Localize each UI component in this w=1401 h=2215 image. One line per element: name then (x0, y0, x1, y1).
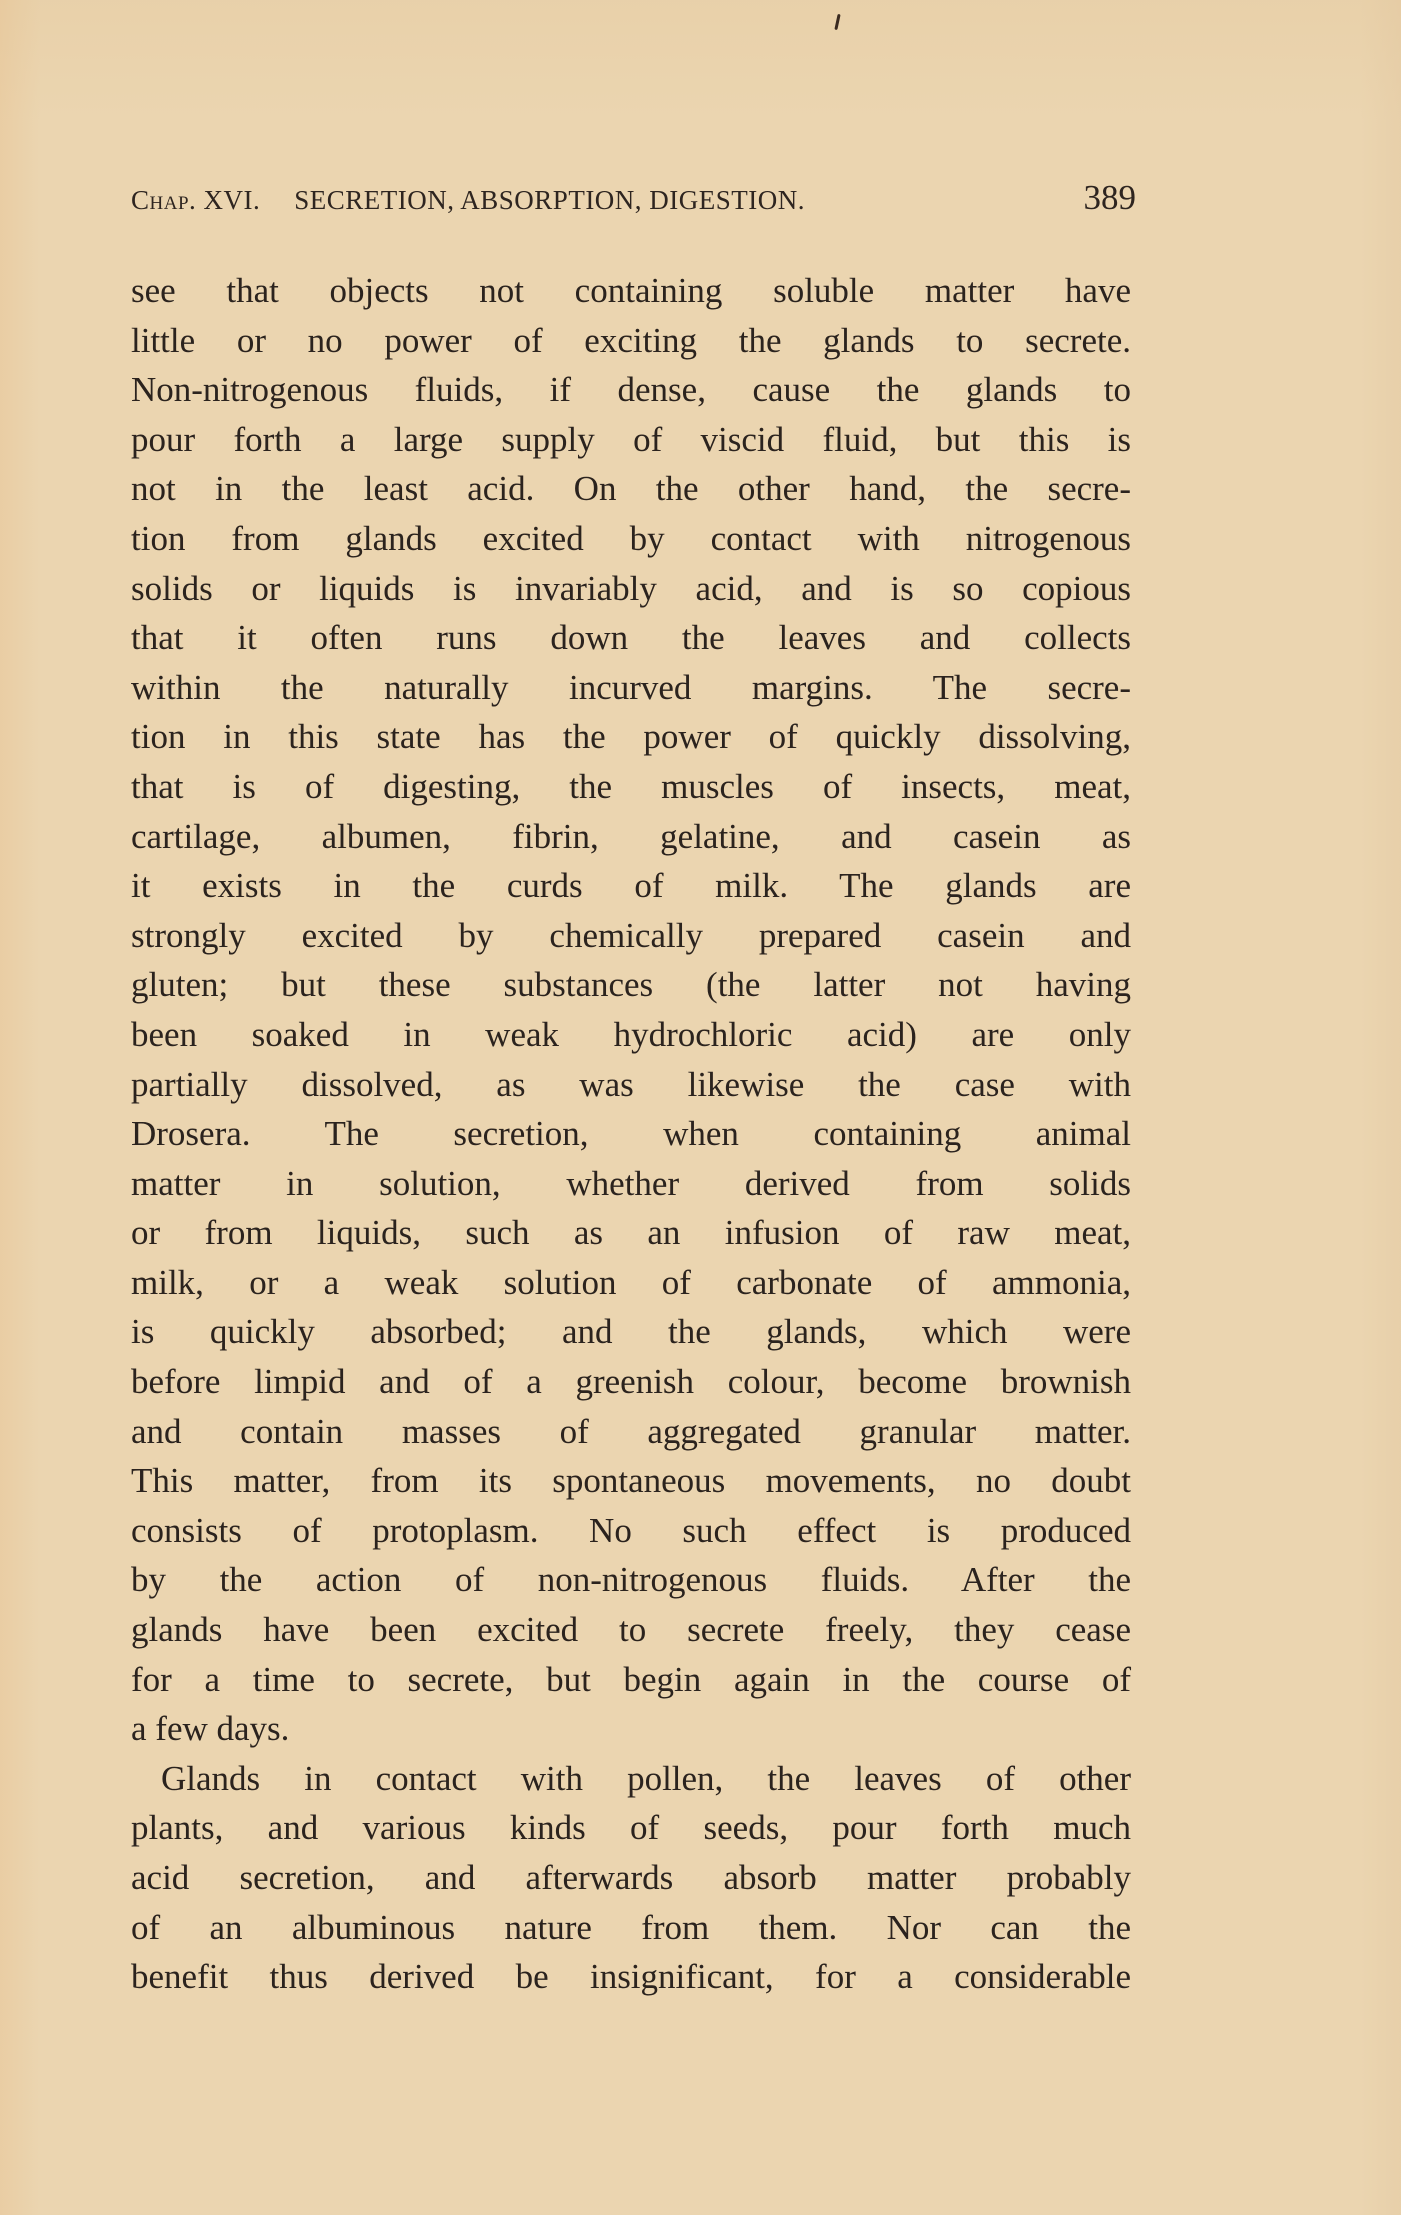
text-line: benefit thus derived be insignificant, for a considerable (131, 1957, 1131, 1997)
running-title: SECRETION, ABSORPTION, DIGESTION. (294, 185, 806, 215)
text-line: cartilage, albumen, fibrin, gelatine, and casein as (131, 816, 1131, 856)
text-line: or from liquids, such as an infusion of raw meat, (131, 1213, 1131, 1253)
text-line: acid secretion, and afterwards absorb matter probably (131, 1858, 1131, 1897)
chapter-label: Chap. XVI. (131, 185, 261, 215)
text-line: before limpid and of a greenish colour, become brownish (131, 1362, 1131, 1402)
text-line: Glands in contact with pollen, the leaves of other (161, 1758, 1131, 1798)
text-line: a few days. (131, 1709, 290, 1749)
paragraph-2 (131, 1754, 1131, 2002)
text-line: by the action of non-nitrogenous fluids. After the (131, 1560, 1131, 1600)
text-line: strongly excited by chemically prepared casein and (131, 915, 1131, 955)
body-text (131, 266, 1131, 2002)
text-line: is quickly absorbed; and the glands, which were (131, 1312, 1131, 1352)
text-line: for a time to secrete, but begin again in the course of (131, 1659, 1131, 1699)
running-head (131, 178, 1136, 228)
text-line: matter in solution, whether derived from solids (131, 1163, 1131, 1203)
text-line: been soaked in weak hydrochloric acid) are only (131, 1014, 1131, 1054)
text-line: consists of protoplasm. No such effect is produced (131, 1510, 1131, 1550)
text-line: it exists in the curds of milk. The glands are (131, 866, 1131, 906)
text-line: see that objects not containing soluble matter have (131, 271, 1131, 310)
paragraph-1 (131, 266, 1131, 1754)
text-line: solids or liquids is invariably acid, and is so copious (131, 568, 1131, 608)
text-line: of an albuminous nature from them. Nor can the (131, 1907, 1131, 1947)
text-line: plants, and various kinds of seeds, pour forth much (131, 1808, 1131, 1848)
text-line: little or no power of exciting the glands to secrete. (131, 320, 1131, 360)
page-number: 389 (1083, 178, 1136, 217)
text-line: that it often runs down the leaves and collects (131, 618, 1131, 658)
text-line: This matter, from its spontaneous movements, no doubt (131, 1461, 1131, 1501)
stray-ink-mark (834, 14, 840, 30)
text-line: Drosera. The secretion, when containing animal (131, 1114, 1131, 1154)
text-line: that is of digesting, the muscles of insects, meat, (131, 766, 1131, 806)
text-line: Non-nitrogenous fluids, if dense, cause the glands to (131, 370, 1131, 410)
text-line: and contain masses of aggregated granular matter. (131, 1411, 1131, 1451)
text-line: milk, or a weak solution of carbonate of ammonia, (131, 1262, 1131, 1302)
text-line: not in the least acid. On the other hand, the secre- (131, 469, 1131, 509)
text-line: partially dissolved, as was likewise the case with (131, 1064, 1131, 1104)
text-line: within the naturally incurved margins. The secre- (131, 667, 1131, 707)
text-line: tion from glands excited by contact with nitrogenous (131, 518, 1131, 558)
text-line: glands have been excited to secrete freely, they cease (131, 1610, 1131, 1650)
text-line: tion in this state has the power of quickly dissolving, (131, 717, 1131, 757)
text-line: pour forth a large supply of viscid fluid, but this is (131, 419, 1131, 459)
text-line: gluten; but these substances (the latter not having (131, 965, 1131, 1005)
